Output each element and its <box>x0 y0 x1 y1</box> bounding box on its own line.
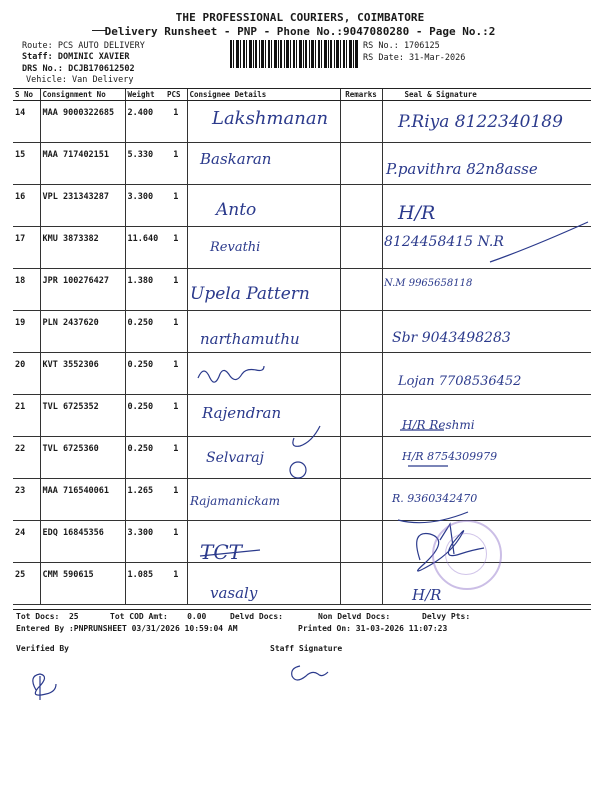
delivered-docs: Delvd Docs: <box>230 612 283 621</box>
footer-rule <box>13 609 591 610</box>
non-delivered-docs: Non Delvd Docs: <box>318 612 391 621</box>
verified-by-label: Verified By <box>16 644 69 653</box>
handwritten-consignee: Selvaraj <box>206 450 264 466</box>
weight-value: 3.300 <box>125 185 165 227</box>
consignment-number: KVT 3552306 <box>40 353 125 395</box>
consignment-number: TVL 6725360 <box>40 437 125 479</box>
serial-number: 19 <box>13 311 40 353</box>
serial-number: 21 <box>13 395 40 437</box>
serial-number: 16 <box>13 185 40 227</box>
consignment-number: MAA 717402151 <box>40 143 125 185</box>
serial-number: 18 <box>13 269 40 311</box>
handwritten-consignee: vasaly <box>210 584 258 602</box>
staff-label: Staff: <box>22 52 53 62</box>
weight-value: 0.250 <box>125 437 165 479</box>
entered-by: Entered By :PNPRUNSHEET 03/31/2026 10:59:04 AM <box>16 624 238 633</box>
handwritten-signature: R. 9360342470 <box>392 492 478 505</box>
handwritten-signature: H/R <box>398 202 436 224</box>
weight-value: 0.250 <box>125 311 165 353</box>
handwritten-signature: H/R Reshmi <box>402 418 475 432</box>
column-header: Remarks <box>340 89 382 101</box>
pieces-count: 1 <box>165 353 187 395</box>
column-header: Consignment No <box>40 89 125 101</box>
consignment-number: JPR 100276427 <box>40 269 125 311</box>
serial-number: 25 <box>13 563 40 605</box>
handwritten-consignee: Upela Pattern <box>190 284 310 304</box>
printed-on: Printed On: 31-03-2026 11:07:23 <box>298 624 448 633</box>
runsheet-title: Delivery Runsheet - PNP - Phone No.:9047080280 - Page No.:2 <box>104 25 496 38</box>
consignment-number: MAA 9000322685 <box>40 101 125 143</box>
consignment-number: KMU 3873382 <box>40 227 125 269</box>
rs-number: RS No.: 1706125 <box>363 41 440 51</box>
column-header: Consignee Details <box>187 89 340 101</box>
handwritten-consignee: Rajendran <box>202 404 282 422</box>
column-header: Weight <box>125 89 165 101</box>
pieces-count: 1 <box>165 185 187 227</box>
handwritten-consignee: Anto <box>216 200 257 220</box>
pieces-count: 1 <box>165 521 187 563</box>
handwritten-consignee: narthamuthu <box>200 330 300 348</box>
pieces-count: 1 <box>165 269 187 311</box>
handwritten-consignee: Rajamanickam <box>190 494 280 508</box>
weight-value: 1.265 <box>125 479 165 521</box>
serial-number: 22 <box>13 437 40 479</box>
rs-date: RS Date: 31-Mar-2026 <box>363 53 466 63</box>
handwritten-signature: P.pavithra 82n8asse <box>386 160 538 178</box>
serial-number: 17 <box>13 227 40 269</box>
column-header: S No <box>13 89 40 101</box>
handwritten-consignee: TCT <box>200 540 242 564</box>
pieces-count: 1 <box>165 227 187 269</box>
column-header: Seal & Signature <box>382 89 591 101</box>
weight-value: 11.640 <box>125 227 165 269</box>
weight-value: 2.400 <box>125 101 165 143</box>
pieces-count: 1 <box>165 101 187 143</box>
consignment-number: MAA 716540061 <box>40 479 125 521</box>
company-title: THE PROFESSIONAL COURIERS, COIMBATORE <box>175 11 425 24</box>
seal-stamp-inner <box>445 533 487 575</box>
vehicle-label: Vehicle: Van Delivery <box>26 75 134 85</box>
consignment-number: CMM 590615 <box>40 563 125 605</box>
pieces-count: 1 <box>165 479 187 521</box>
weight-value: 0.250 <box>125 395 165 437</box>
weight-value: 3.300 <box>125 521 165 563</box>
tot-docs: Tot Docs: 25 <box>16 612 79 621</box>
weight-value: 5.330 <box>125 143 165 185</box>
serial-number: 15 <box>13 143 40 185</box>
tot-cod: Tot COD Amt: 0.00 <box>110 612 207 621</box>
pieces-count: 1 <box>165 563 187 605</box>
pieces-count: 1 <box>165 143 187 185</box>
handwritten-consignee: Baskaran <box>200 150 272 168</box>
weight-value: 1.085 <box>125 563 165 605</box>
handwritten-signature: H/R <box>412 586 442 604</box>
handwritten-signature: Lojan 7708536452 <box>398 374 522 389</box>
consignment-number: VPL 231343287 <box>40 185 125 227</box>
drs-number: DCJB170612502 <box>68 64 135 74</box>
weight-value: 0.250 <box>125 353 165 395</box>
consignment-number: EDQ 16845356 <box>40 521 125 563</box>
column-header: PCS <box>165 89 187 101</box>
drs-label: DRS No.: <box>22 64 63 74</box>
handwritten-signature: P.Riya 8122340189 <box>398 112 563 132</box>
staff-name: DOMINIC XAVIER <box>57 52 130 62</box>
handwritten-signature: N.M 9965658118 <box>384 278 473 289</box>
handwritten-signature: 8124458415 N.R <box>384 234 504 250</box>
pieces-count: 1 <box>165 437 187 479</box>
consignment-number: TVL 6725352 <box>40 395 125 437</box>
handwritten-consignee: Revathi <box>210 240 261 255</box>
serial-number: 23 <box>13 479 40 521</box>
pieces-count: 1 <box>165 311 187 353</box>
pieces-count: 1 <box>165 395 187 437</box>
serial-number: 14 <box>13 101 40 143</box>
handwritten-signature: Sbr 9043498283 <box>392 330 511 346</box>
weight-value: 1.380 <box>125 269 165 311</box>
handwritten-consignee: Lakshmanan <box>212 108 329 129</box>
serial-number: 24 <box>13 521 40 563</box>
serial-number: 20 <box>13 353 40 395</box>
consignment-number: PLN 2437620 <box>40 311 125 353</box>
handwritten-signature: H/R 8754309979 <box>402 450 498 463</box>
staff-signature-label: Staff Signature <box>270 644 343 653</box>
delivery-points: Delvy Pts: <box>422 612 471 621</box>
route-label: Route: PCS AUTO DELIVERY <box>22 41 145 51</box>
